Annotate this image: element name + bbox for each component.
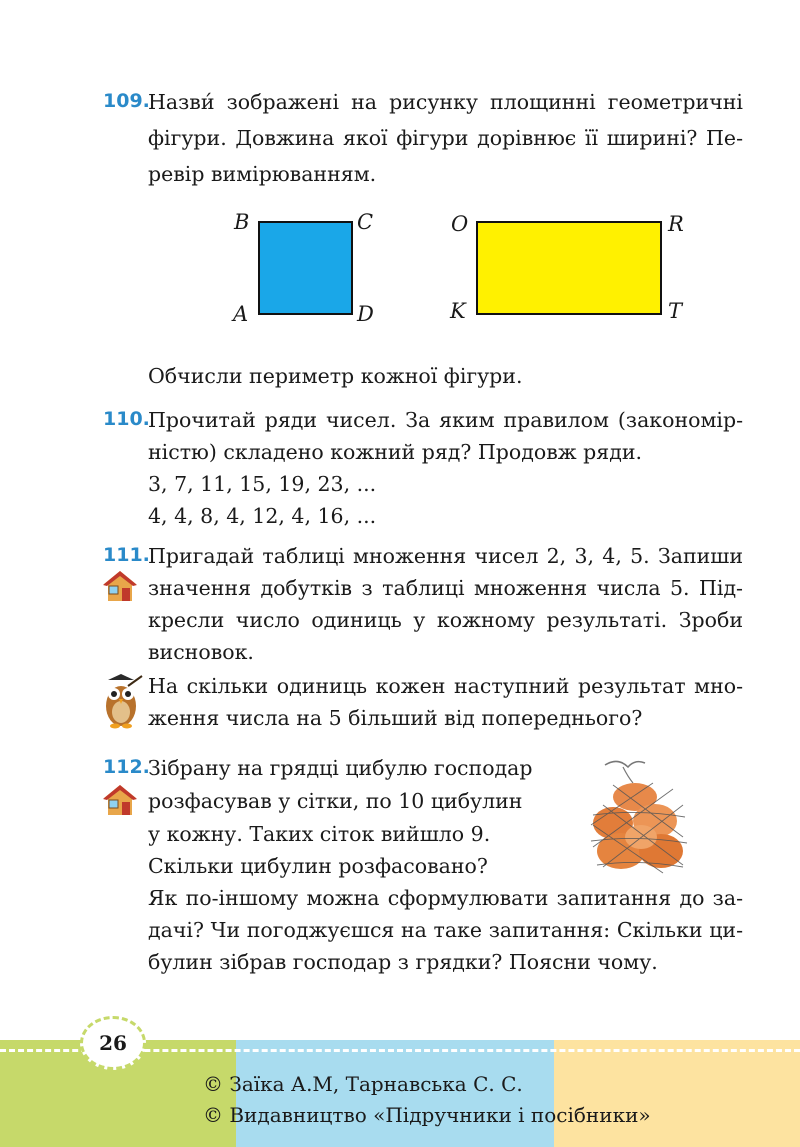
number-sequence: 3, 7, 11, 15, 19, 23, ...: [148, 472, 377, 496]
owl-question-line: ження числа на 5 більший від попереднього?: [148, 706, 643, 730]
problem-text-line: у кожну. Таких сіток вийшло 9.: [148, 822, 491, 846]
problem-text-line: кресли число одиниць у кожному результаті. Зроби: [148, 608, 743, 632]
square-bcda: [258, 221, 353, 315]
footer-band-orange: [554, 1040, 800, 1147]
problem-text-line: значення добутків з таблиці множення числа 5. Під-: [148, 576, 743, 600]
label-a: A: [233, 302, 249, 326]
owl-icon: [98, 672, 144, 730]
problem-number: 109.: [103, 90, 150, 112]
label-k: K: [450, 299, 466, 323]
rectangle-orkt: [476, 221, 662, 315]
problem-text-line: висновок.: [148, 640, 254, 664]
problem-text-line: Пригадай таблиці множення чисел 2, 3, 4, 5. Запиши: [148, 544, 743, 568]
copyright-authors: © Заїка А.М, Тарнавська С. С.: [203, 1072, 523, 1096]
problem-number: 112.: [103, 756, 150, 778]
problem-text-line: ревір вимірюванням.: [148, 162, 377, 186]
page-number: 26: [80, 1016, 146, 1070]
problem-text-line: Назви́ зображені на рисунку площинні геометричні: [148, 90, 743, 114]
house-icon: [102, 782, 138, 818]
number-sequence: 4, 4, 8, 4, 12, 4, 16, ...: [148, 504, 377, 528]
problem-text-line: Скільки цибулин розфасовано?: [148, 854, 488, 878]
label-c: C: [357, 210, 374, 234]
problem-text-line: фігури. Довжина якої фігури дорівнює її ширині? Пе-: [148, 126, 743, 150]
owl-question-line: На скільки одиниць кожен наступний результат мно-: [148, 674, 743, 698]
label-o: O: [451, 212, 469, 236]
label-r: R: [668, 212, 684, 236]
problem-text-line: булин зібрав господар з грядки? Поясни чому.: [148, 950, 658, 974]
problem-text-line: дачі? Чи погоджуєшся на таке запитання: Скільки ци-: [148, 918, 743, 942]
problem-text-line: Прочитай ряди чисел. За яким правилом (закономір-: [148, 408, 743, 432]
copyright-publisher: © Видавництво «Підручники і посібники»: [203, 1103, 651, 1127]
label-t: T: [668, 299, 683, 323]
problem-text-line: розфасував у сітки, по 10 цибулин: [148, 789, 523, 813]
problem-number: 111.: [103, 544, 150, 566]
house-icon: [102, 568, 138, 604]
label-d: D: [357, 302, 374, 326]
label-b: B: [234, 210, 250, 234]
problem-number: 110.: [103, 408, 150, 430]
problem-text-line: Як по-іншому можна сформулювати запитання до за-: [148, 886, 743, 910]
problem-text-line: Обчисли периметр кожної фігури.: [148, 364, 523, 388]
onion-net-image: [583, 755, 693, 875]
problem-text-line: ністю) складено кожний ряд? Продовж ряди.: [148, 440, 643, 464]
problem-text-line: Зібрану на грядці цибулю господар: [148, 756, 533, 780]
